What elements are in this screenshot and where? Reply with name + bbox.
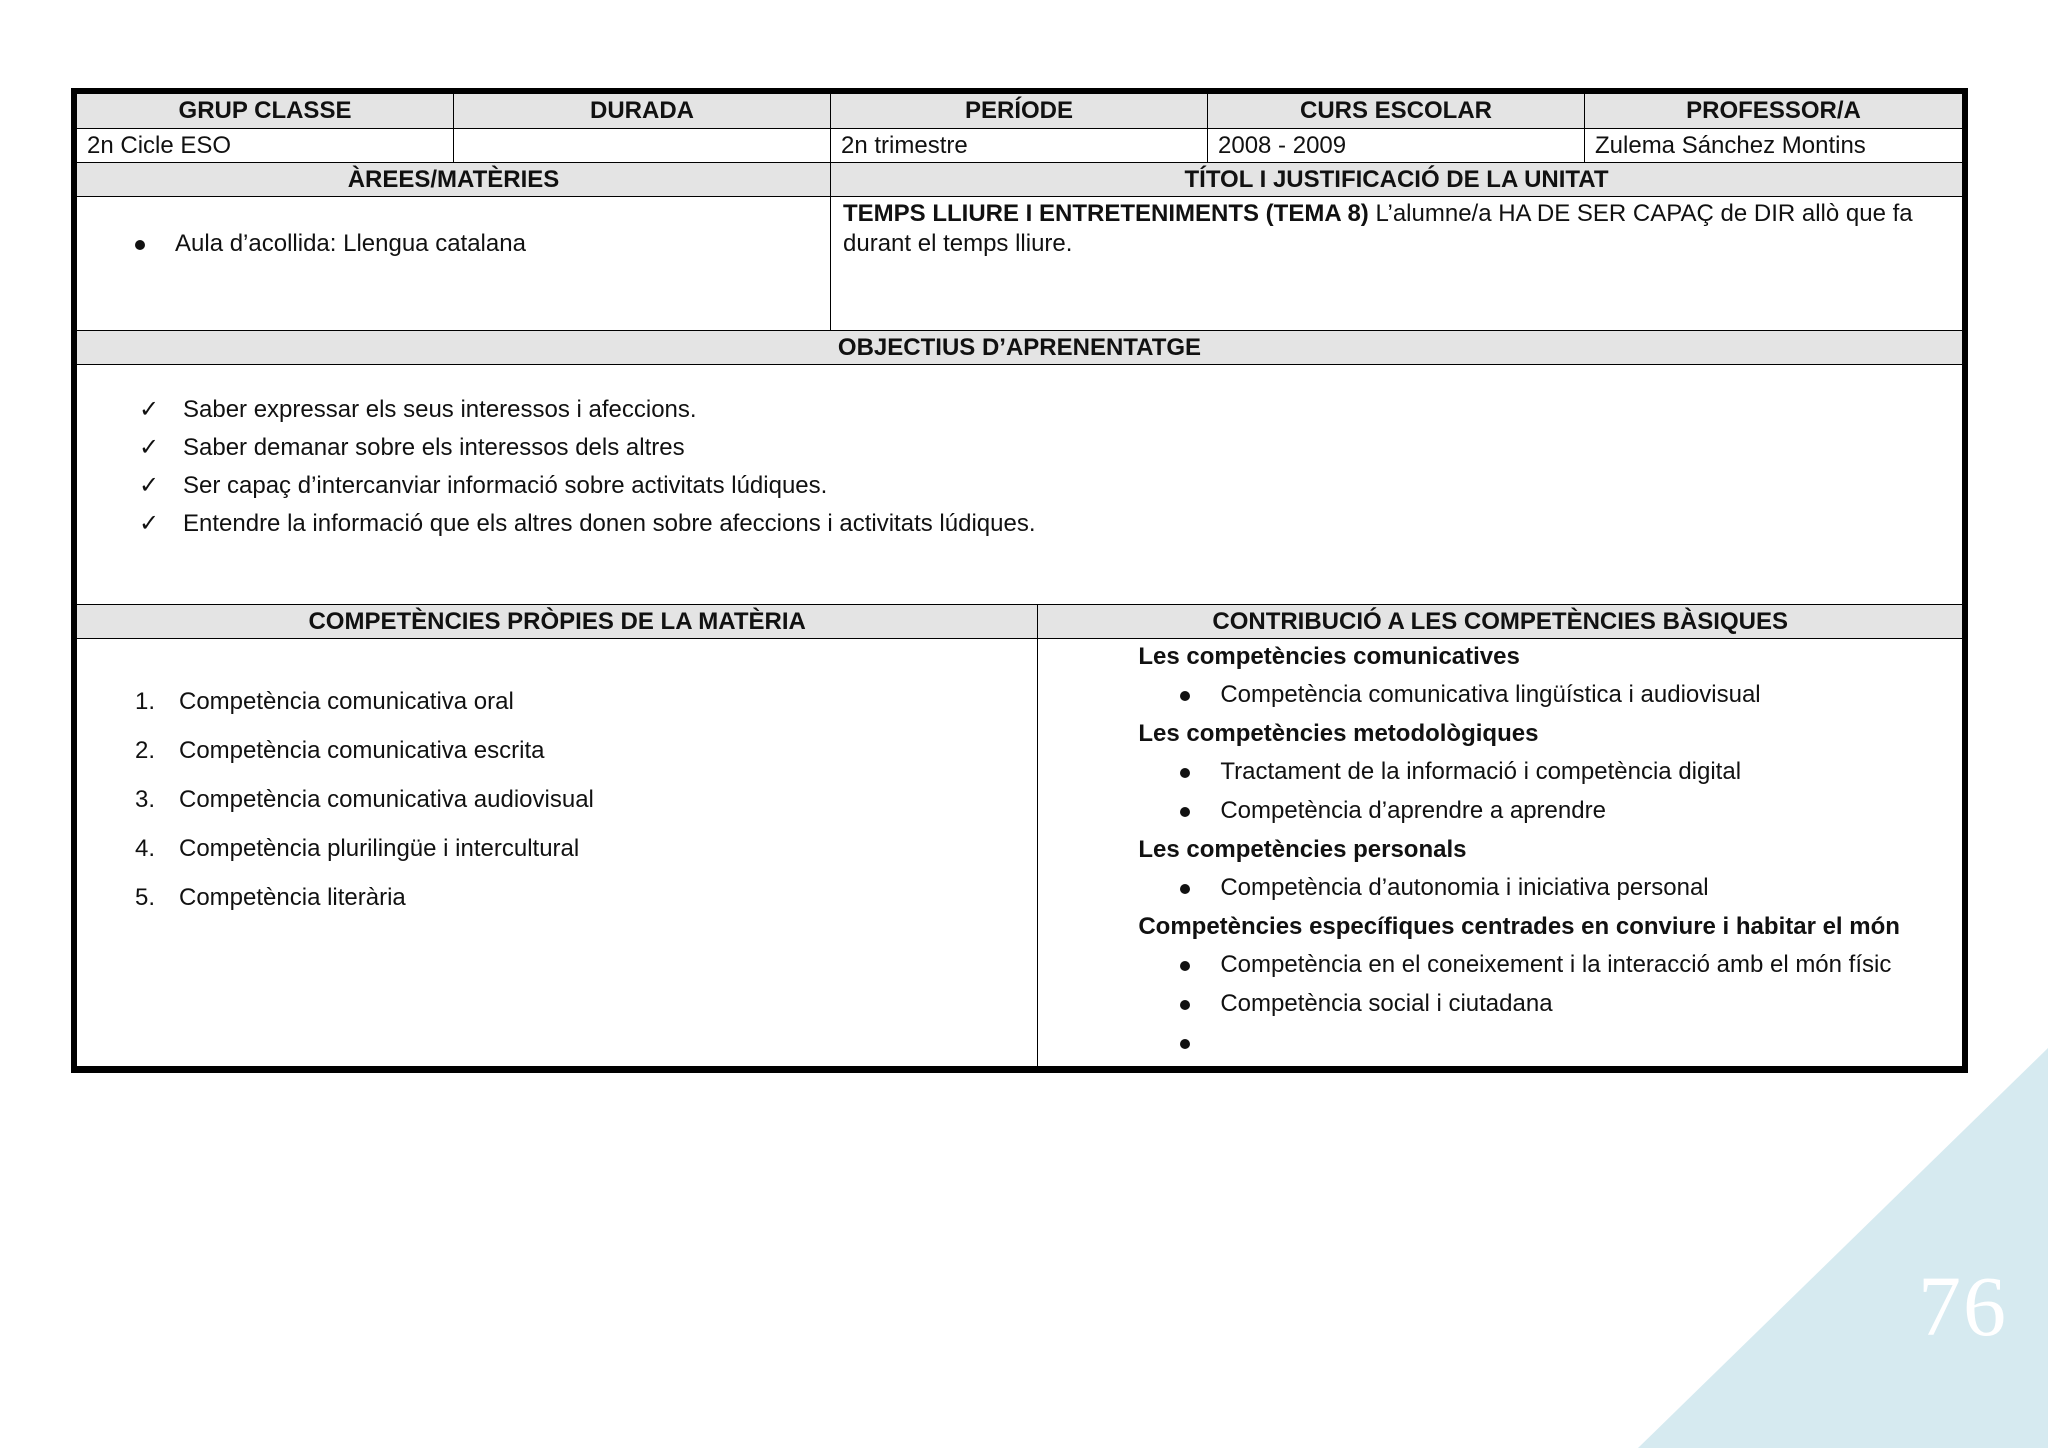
- unit-justification: L’alumne/a HA DE SER CAPAÇ de DIR allò que fa durant el temps lliure.: [843, 200, 1913, 257]
- list-item: [135, 433, 1952, 463]
- list-item: [1180, 796, 1952, 826]
- checkmark-icon: ✓: [139, 396, 160, 423]
- basic-item-text: Tractament de la informació i competència digital: [1220, 758, 1742, 785]
- label-competencies-propies: COMPETÈNCIES PRÒPIES DE LA MATÈRIA: [77, 605, 1038, 639]
- list-item: [1180, 989, 1952, 1019]
- basic-item-text: Competència social i ciutadana: [1220, 990, 1553, 1017]
- competency-item: Competència comunicativa oral: [179, 688, 514, 715]
- item-number: 4.: [135, 835, 156, 862]
- list-item: [135, 509, 1952, 539]
- list-item: [135, 834, 1027, 864]
- bullet-icon: [1180, 884, 1190, 894]
- label-arees-materies: ÀREES/MATÈRIES: [77, 163, 831, 197]
- objective-item: Ser capaç d’intercanviar informació sobre activitats lúdiques.: [183, 472, 828, 499]
- page-number: 76: [1918, 1258, 2008, 1354]
- list-item: [1180, 873, 1952, 903]
- list-item: [135, 471, 1952, 501]
- list-item: [1180, 950, 1952, 980]
- corner-decoration: [1638, 1048, 2048, 1448]
- unit-plan-table: [71, 88, 1968, 1073]
- unit-title-cell: [831, 197, 1962, 331]
- label-durada: DURADA: [454, 94, 831, 129]
- label-objectius: OBJECTIUS D’APRENENTATGE: [77, 331, 1962, 365]
- list-item: [135, 736, 1027, 766]
- item-number: 2.: [135, 737, 156, 764]
- label-periode: PERÍODE: [831, 94, 1208, 129]
- basic-item-text: Competència d’autonomia i iniciativa personal: [1220, 874, 1709, 901]
- list-item: [1180, 680, 1952, 710]
- checkmark-icon: ✓: [139, 472, 160, 499]
- basic-item-text: Competència d’aprendre a aprendre: [1220, 797, 1606, 824]
- item-number: 5.: [135, 884, 156, 911]
- objective-item: Entendre la informació que els altres donen sobre afeccions i activitats lúdiques.: [183, 510, 1036, 537]
- checkmark-icon: ✓: [139, 434, 160, 461]
- objectives-cell: [77, 365, 1962, 605]
- bullet-icon: [1180, 1000, 1190, 1010]
- list-item: [1180, 757, 1952, 787]
- list-item: [135, 687, 1027, 717]
- bullet-icon: [1180, 961, 1190, 971]
- areas-cell: [77, 197, 831, 331]
- objective-item: Saber demanar sobre els interessos dels altres: [183, 434, 685, 461]
- header-values-row: [77, 129, 1962, 163]
- basic-item-text: Competència en el coneixement i la interacció amb el món físic: [1220, 951, 1892, 978]
- value-periode: 2n trimestre: [831, 129, 1208, 163]
- list-item: [135, 395, 1952, 425]
- basic-group-title: Les competències personals: [1138, 836, 1467, 863]
- list-item: [135, 785, 1027, 815]
- competencies-content-row: [77, 639, 1962, 1067]
- label-grup-classe: GRUP CLASSE: [77, 94, 454, 129]
- bullet-icon: [1180, 807, 1190, 817]
- label-professor: PROFESSOR/A: [1585, 94, 1962, 129]
- competencies-headers-row: [77, 605, 1962, 639]
- competency-item: Competència comunicativa escrita: [179, 737, 545, 764]
- objective-item: Saber expressar els seus interessos i afeccions.: [183, 396, 697, 423]
- list-item: [1180, 1028, 1952, 1049]
- label-competencies-basiques: CONTRIBUCIÓ A LES COMPETÈNCIES BÀSIQUES: [1038, 605, 1962, 639]
- objectives-content-row: [77, 365, 1962, 605]
- unit-title: TEMPS LLIURE I ENTRETENIMENTS (TEMA 8): [843, 200, 1369, 227]
- value-curs-escolar: 2008 - 2009: [1208, 129, 1585, 163]
- bullet-icon: [135, 240, 145, 250]
- header-labels-row: [77, 94, 1962, 129]
- basic-group-title: Les competències comunicatives: [1138, 643, 1520, 670]
- value-professor: Zulema Sánchez Montins: [1585, 129, 1962, 163]
- value-durada: [454, 129, 831, 163]
- basic-group-title: Competències específiques centrades en conviure i habitar el món: [1138, 913, 1900, 940]
- competency-item: Competència comunicativa audiovisual: [179, 786, 594, 813]
- area-item: Aula d’acollida: Llengua catalana: [175, 230, 526, 257]
- checkmark-icon: ✓: [139, 510, 160, 537]
- areas-title-headers-row: [77, 163, 1962, 197]
- list-item: [135, 883, 1027, 913]
- value-grup-classe: 2n Cicle ESO: [77, 129, 454, 163]
- bullet-icon: [1180, 691, 1190, 701]
- basic-group-title: Les competències metodològiques: [1138, 720, 1539, 747]
- bullet-icon: [1180, 1039, 1190, 1049]
- item-number: 3.: [135, 786, 156, 813]
- basic-competencies-cell: [1038, 639, 1962, 1067]
- competency-item: Competència literària: [179, 884, 406, 911]
- areas-title-content-row: [77, 197, 1962, 331]
- item-number: 1.: [135, 688, 156, 715]
- list-item: [135, 229, 820, 259]
- basic-item-text: Competència comunicativa lingüística i audiovisual: [1220, 681, 1761, 708]
- label-titol-justificacio: TÍTOL I JUSTIFICACIÓ DE LA UNITAT: [831, 163, 1962, 197]
- objectives-header-row: [77, 331, 1962, 365]
- competency-item: Competència plurilingüe i intercultural: [179, 835, 580, 862]
- competencies-cell: [77, 639, 1038, 1067]
- bullet-icon: [1180, 768, 1190, 778]
- label-curs-escolar: CURS ESCOLAR: [1208, 94, 1585, 129]
